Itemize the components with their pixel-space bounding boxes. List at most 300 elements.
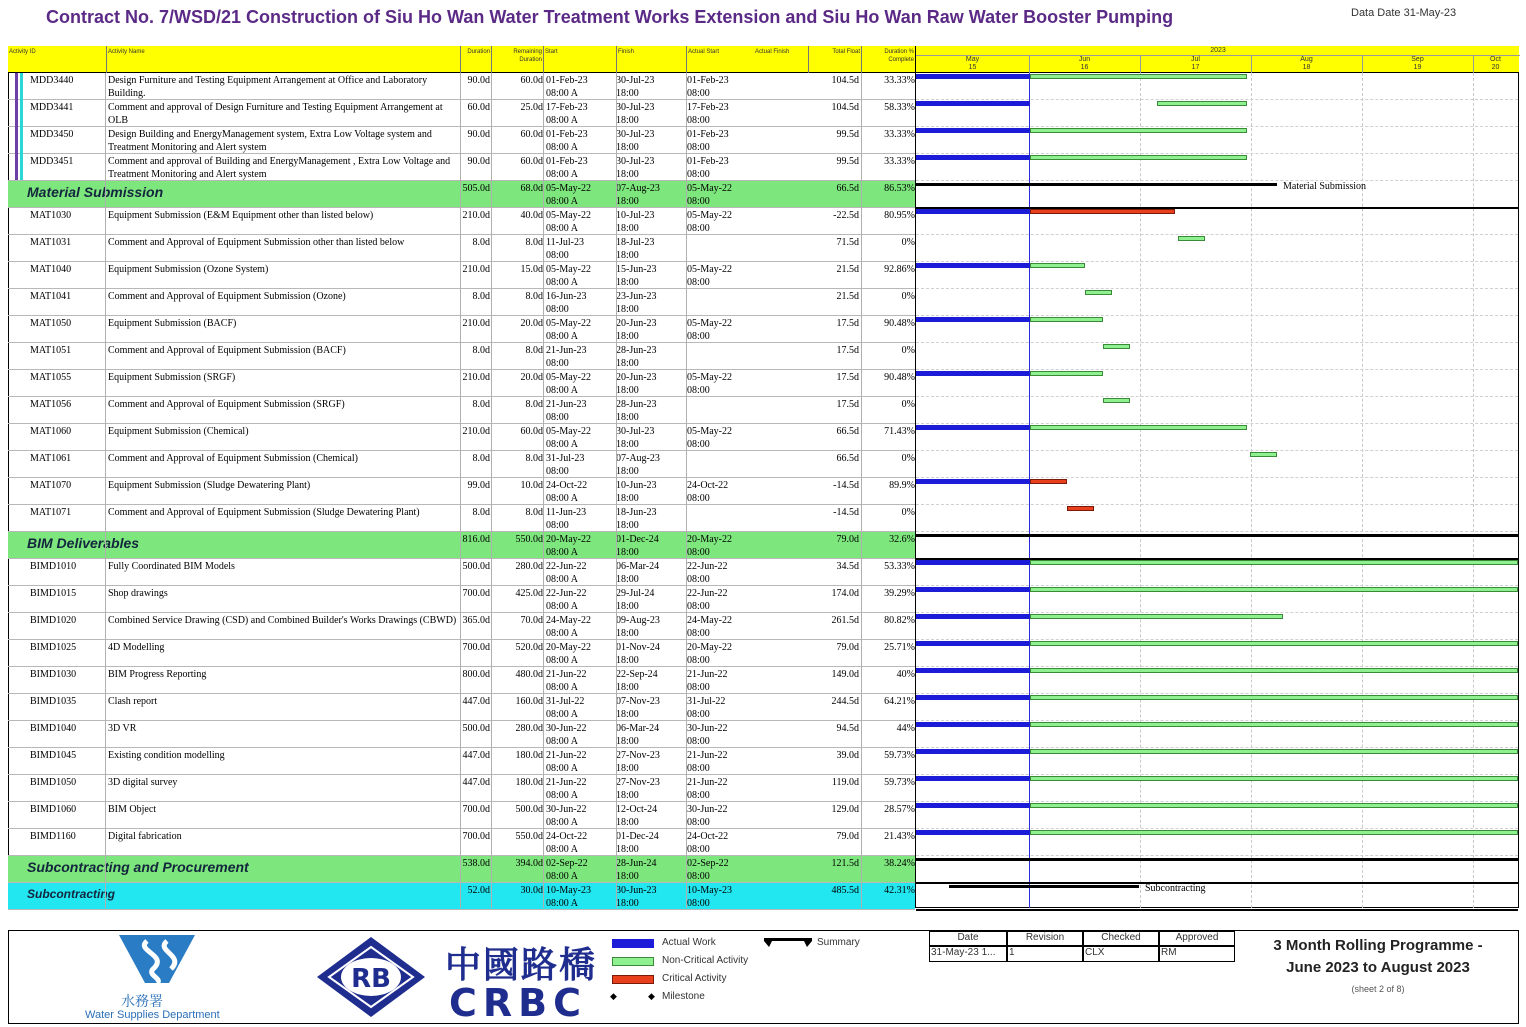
actual-start-day: 17-Feb-23 — [687, 102, 729, 113]
activity-id: BIMD1040 — [30, 723, 77, 734]
start-date-time: 08:00 — [546, 520, 569, 531]
finish-date — [616, 884, 686, 910]
legend-critical-swatch — [612, 975, 654, 984]
timeline-month: Jul — [1191, 56, 1200, 63]
table-row[interactable] — [8, 640, 915, 667]
start-date — [546, 506, 616, 532]
pct-complete: 0% — [901, 291, 915, 302]
col-remaining-line2: Duration — [519, 57, 542, 63]
noncritical-activity-bar[interactable] — [1103, 398, 1130, 403]
table-row[interactable] — [8, 73, 915, 100]
legend-milestone-icon: ◆ — [610, 991, 617, 1001]
actual-start-time: 08:00 — [687, 682, 710, 693]
start-date — [546, 722, 616, 748]
wbs-indent-bar-2 — [20, 73, 23, 180]
summary-bar[interactable] — [916, 183, 1277, 186]
critical-activity-bar[interactable] — [1030, 479, 1067, 484]
sheet-number: (sheet 2 of 8) — [1351, 984, 1405, 994]
actual-start-day: 01-Feb-23 — [687, 129, 729, 140]
gantt-row-separator — [916, 882, 1518, 884]
activity-id: MAT1071 — [30, 507, 72, 518]
actual-work-bar[interactable] — [916, 209, 1030, 214]
summary-row[interactable] — [8, 532, 915, 559]
finish-date-day: 30-Jun-23 — [616, 885, 657, 896]
start-date-time: 08:00 A — [546, 817, 578, 828]
timeline-month: May — [965, 56, 980, 63]
col-divider — [543, 73, 544, 908]
activity-id: BIMD1025 — [30, 642, 77, 653]
col-finish[interactable]: Finish — [616, 46, 686, 73]
remaining-duration: 20.0d — [520, 372, 543, 383]
total-float: 17.5d — [836, 318, 859, 329]
col-divider — [105, 73, 106, 908]
gantt-chart — [916, 73, 1518, 908]
timeline-week: 15 — [968, 64, 977, 71]
finish-date-day: 30-Jul-23 — [616, 75, 655, 86]
start-date-time: 08:00 A — [546, 115, 578, 126]
activity-name: Comment and Approval of Equipment Submission (Chemical) — [108, 453, 358, 464]
page-title: Contract No. 7/WSD/21 Construction of Siu Ho Wan Water Treatment Works Extension and Siu Ho Wan Raw Water Booster Pumping — [46, 7, 1174, 27]
table-row[interactable] — [8, 100, 915, 127]
remaining-duration: 68.0d — [520, 183, 543, 194]
noncritical-activity-bar[interactable] — [1030, 749, 1518, 754]
duration: 500.0d — [462, 723, 490, 734]
start-date-time: 08:00 — [546, 466, 569, 477]
activity-name: Existing condition modelling — [108, 750, 225, 761]
actual-start-day: 05-May-22 — [687, 372, 732, 383]
table-row[interactable] — [8, 802, 915, 829]
gantt-row-separator — [916, 720, 1518, 721]
gantt-row-separator — [916, 288, 1518, 289]
activity-id: BIMD1035 — [30, 696, 77, 707]
pct-complete: 0% — [901, 237, 915, 248]
start-date-time: 08:00 A — [546, 790, 578, 801]
activity-name: Equipment Submission (SRGF) — [108, 372, 236, 383]
noncritical-activity-bar[interactable] — [1103, 344, 1130, 349]
start-date-time: 08:00 A — [546, 196, 578, 207]
legend-summary-icon — [764, 937, 814, 949]
finish-date-time: 18:00 — [616, 358, 639, 369]
start-date — [546, 776, 616, 802]
activity-id: BIMD1020 — [30, 615, 77, 626]
activity-id: BIMD1050 — [30, 777, 77, 788]
activity-id: MAT1060 — [30, 426, 72, 437]
col-divider — [686, 73, 687, 908]
start-date — [546, 803, 616, 829]
total-float: 485.5d — [831, 885, 859, 896]
start-date — [546, 263, 616, 289]
start-date-day: 05-May-22 — [546, 372, 591, 383]
table-row[interactable] — [8, 262, 915, 289]
noncritical-activity-bar[interactable] — [1030, 695, 1518, 700]
start-date-time: 08:00 A — [546, 547, 578, 558]
noncritical-activity-bar[interactable] — [1030, 614, 1283, 619]
duration: 447.0d — [462, 696, 490, 707]
remaining-duration: 60.0d — [520, 75, 543, 86]
finish-date-day: 23-Jun-23 — [616, 291, 657, 302]
actual-start — [687, 182, 757, 208]
finish-date — [616, 722, 686, 748]
actual-work-bar[interactable] — [916, 425, 1030, 430]
duration: 8.0d — [472, 453, 490, 464]
finish-date-time: 18:00 — [616, 493, 639, 504]
noncritical-activity-bar[interactable] — [1030, 74, 1247, 79]
noncritical-activity-bar[interactable] — [1030, 317, 1103, 322]
actual-start-time: 08:00 — [687, 88, 710, 99]
start-date-day: 01-Feb-23 — [546, 129, 588, 140]
start-date-day: 20-May-22 — [546, 642, 591, 653]
col-total-float[interactable]: Total Float — [808, 46, 861, 73]
actual-start — [687, 155, 757, 181]
noncritical-activity-bar[interactable] — [1030, 803, 1518, 808]
gantt-row-separator — [916, 774, 1518, 775]
actual-work-bar[interactable] — [916, 128, 1030, 133]
pct-complete: 33.33% — [884, 129, 915, 140]
table-row[interactable] — [8, 343, 915, 370]
pct-complete: 0% — [901, 507, 915, 518]
finish-date — [616, 695, 686, 721]
finish-date — [616, 641, 686, 667]
actual-work-bar[interactable] — [916, 371, 1030, 376]
col-pct-line2: Complete — [888, 57, 914, 63]
noncritical-activity-bar[interactable] — [1030, 560, 1518, 565]
pct-complete: 39.29% — [884, 588, 915, 599]
start-date-day: 31-Jul-23 — [546, 453, 585, 464]
total-float: 244.5d — [831, 696, 859, 707]
finish-date-time: 18:00 — [616, 628, 639, 639]
actual-work-bar[interactable] — [916, 479, 1030, 484]
remaining-duration: 60.0d — [520, 156, 543, 167]
start-date-time: 08:00 — [546, 412, 569, 423]
col-actual-start[interactable]: Actual Start — [686, 46, 754, 73]
timeline-header — [915, 46, 1519, 73]
rb-logo-icon — [315, 935, 427, 1019]
legend-actual-label: Actual Work — [662, 937, 716, 948]
noncritical-activity-bar[interactable] — [1030, 263, 1085, 268]
finish-date-time: 18:00 — [616, 331, 639, 342]
finish-date-time: 18:00 — [616, 547, 639, 558]
total-float: 149.0d — [831, 669, 859, 680]
duration: 60.0d — [467, 102, 490, 113]
gantt-row-separator — [916, 423, 1518, 424]
table-row[interactable] — [8, 694, 915, 721]
actual-work-bar[interactable] — [916, 830, 1030, 835]
table-row[interactable] — [8, 829, 915, 856]
actual-start-time: 08:00 — [687, 196, 710, 207]
critical-activity-bar[interactable] — [1030, 209, 1175, 214]
pct-complete: 32.6% — [889, 534, 915, 545]
actual-start-day: 05-May-22 — [687, 210, 732, 221]
start-date-day: 02-Sep-22 — [546, 858, 588, 869]
table-row[interactable] — [8, 775, 915, 802]
actual-start-day: 22-Jun-22 — [687, 561, 728, 572]
legend-milestone-icon-2: ◆ — [648, 991, 655, 1001]
actual-work-bar[interactable] — [916, 722, 1030, 727]
start-date-day: 24-Oct-22 — [546, 480, 588, 491]
summary-row[interactable] — [8, 883, 915, 910]
finish-date — [616, 668, 686, 694]
finish-date-time: 18:00 — [616, 682, 639, 693]
table-row[interactable] — [8, 478, 915, 505]
finish-date-time: 18:00 — [616, 196, 639, 207]
summary-bar[interactable] — [916, 534, 1518, 537]
activity-id: MDD3440 — [30, 75, 74, 86]
summary-row[interactable] — [8, 856, 915, 883]
actual-work-bar[interactable] — [916, 695, 1030, 700]
actual-start — [687, 101, 757, 127]
table-row[interactable] — [8, 613, 915, 640]
finish-date-day: 09-Aug-23 — [616, 615, 660, 626]
gantt-gridline — [1473, 73, 1474, 908]
noncritical-activity-bar[interactable] — [1030, 587, 1518, 592]
start-date — [546, 209, 616, 235]
actual-start-day: 10-May-23 — [687, 885, 732, 896]
finish-date-day: 10-Jun-23 — [616, 480, 657, 491]
table-row[interactable] — [8, 154, 915, 181]
start-date-day: 01-Feb-23 — [546, 156, 588, 167]
finish-date — [616, 128, 686, 154]
activity-id: MDD3441 — [30, 102, 74, 113]
finish-date — [616, 776, 686, 802]
gantt-row-separator — [916, 828, 1518, 829]
total-float: 17.5d — [836, 399, 859, 410]
col-pct-complete[interactable] — [861, 46, 915, 73]
duration: 90.0d — [467, 129, 490, 140]
finish-date-time: 18:00 — [616, 871, 639, 882]
actual-work-bar[interactable] — [916, 155, 1030, 160]
total-float: 119.0d — [831, 777, 859, 788]
table-row[interactable] — [8, 127, 915, 154]
table-row[interactable] — [8, 586, 915, 613]
wbs-name: Subcontracting — [27, 887, 116, 901]
finish-date-day: 30-Jul-23 — [616, 426, 655, 437]
wbs-name: Subcontracting and Procurement — [27, 859, 249, 875]
start-date-day: 30-Jun-22 — [546, 723, 587, 734]
revision-header: Checked — [1083, 931, 1159, 946]
legend-noncritical-label: Non-Critical Activity — [662, 955, 749, 966]
activity-id: BIMD1045 — [30, 750, 77, 761]
summary-bar[interactable] — [949, 885, 1139, 888]
pct-complete: 21.43% — [884, 831, 915, 842]
total-float: 79.0d — [836, 534, 859, 545]
table-row[interactable] — [8, 370, 915, 397]
noncritical-activity-bar[interactable] — [1030, 128, 1247, 133]
actual-start — [687, 830, 757, 856]
noncritical-activity-bar[interactable] — [1030, 425, 1247, 430]
pct-complete: 80.95% — [884, 210, 915, 221]
wbs-name: Material Submission — [27, 184, 164, 200]
total-float: 261.5d — [831, 615, 859, 626]
col-start[interactable]: Start — [543, 46, 616, 73]
start-date — [546, 371, 616, 397]
table-row[interactable] — [8, 559, 915, 586]
finish-date — [616, 587, 686, 613]
summary-bar-label: Subcontracting — [1145, 883, 1206, 894]
start-date-time: 08:00 A — [546, 601, 578, 612]
finish-date — [616, 614, 686, 640]
finish-date-time: 18:00 — [616, 655, 639, 666]
actual-work-bar[interactable] — [916, 560, 1030, 565]
data-date: Data Date 31-May-23 — [1351, 7, 1457, 19]
finish-date — [616, 371, 686, 397]
pct-complete: 89.9% — [889, 480, 915, 491]
timeline-month: Jun — [1078, 56, 1091, 63]
start-date-time: 08:00 A — [546, 493, 578, 504]
remaining-duration: 8.0d — [525, 345, 543, 356]
finish-date-time: 18:00 — [616, 736, 639, 747]
start-date-day: 05-May-22 — [546, 426, 591, 437]
summary-row[interactable] — [8, 181, 915, 208]
actual-work-bar[interactable] — [916, 74, 1030, 79]
start-date-time: 08:00 A — [546, 763, 578, 774]
actual-start-day: 24-Oct-22 — [687, 831, 729, 842]
activity-name: 3D VR — [108, 723, 137, 734]
activity-name: Combined Service Drawing (CSD) and Combined Builder's Works Drawings (CBWD) — [108, 615, 457, 626]
total-float: -22.5d — [833, 210, 859, 221]
noncritical-activity-bar[interactable] — [1030, 155, 1247, 160]
actual-start-time: 08:00 — [687, 277, 710, 288]
start-date — [546, 344, 616, 370]
gantt-row-separator — [916, 666, 1518, 667]
activity-id: MAT1040 — [30, 264, 72, 275]
col-actual-finish[interactable]: Actual Finish — [755, 49, 790, 55]
timeline-week: 16 — [1080, 64, 1089, 71]
duration: 700.0d — [462, 831, 490, 842]
remaining-duration: 30.0d — [520, 885, 543, 896]
finish-date-time: 18:00 — [616, 385, 639, 396]
noncritical-activity-bar[interactable] — [1085, 290, 1112, 295]
actual-work-bar[interactable] — [916, 668, 1030, 673]
timeline-month: Sep — [1411, 56, 1424, 63]
legend-noncritical-swatch — [612, 957, 654, 966]
noncritical-activity-bar[interactable] — [1030, 830, 1518, 835]
actual-work-bar[interactable] — [916, 803, 1030, 808]
noncritical-activity-bar[interactable] — [1250, 452, 1277, 457]
remaining-duration: 480.0d — [515, 669, 543, 680]
finish-date-day: 20-Jun-23 — [616, 318, 657, 329]
table-row[interactable] — [8, 748, 915, 775]
pct-complete: 40% — [896, 669, 915, 680]
noncritical-activity-bar[interactable] — [1030, 668, 1518, 673]
start-date — [546, 614, 616, 640]
start-date-day: 21-Jun-22 — [546, 750, 587, 761]
start-date — [546, 155, 616, 181]
activity-id: MAT1041 — [30, 291, 72, 302]
table-row[interactable] — [8, 424, 915, 451]
table-row[interactable] — [8, 235, 915, 262]
total-float: 71.5d — [836, 237, 859, 248]
actual-work-bar[interactable] — [916, 101, 1030, 106]
noncritical-activity-bar[interactable] — [1030, 641, 1518, 646]
wsd-chinese-name: 水務署 — [121, 994, 163, 1010]
actual-work-bar[interactable] — [916, 317, 1030, 322]
finish-date-day: 18-Jun-23 — [616, 507, 657, 518]
finish-date-day: 27-Nov-23 — [616, 750, 660, 761]
pct-complete: 90.48% — [884, 372, 915, 383]
actual-work-bar[interactable] — [916, 776, 1030, 781]
col-remaining[interactable] — [491, 46, 543, 73]
finish-date — [616, 830, 686, 856]
pct-complete: 71.43% — [884, 426, 915, 437]
table-row[interactable] — [8, 316, 915, 343]
finish-date-time: 18:00 — [616, 142, 639, 153]
total-float: 17.5d — [836, 345, 859, 356]
actual-start-time: 08:00 — [687, 844, 710, 855]
pct-complete: 86.53% — [884, 183, 915, 194]
actual-work-bar[interactable] — [916, 749, 1030, 754]
finish-date — [616, 533, 686, 559]
revision-value: CLX — [1083, 946, 1159, 962]
duration: 447.0d — [462, 777, 490, 788]
pct-complete: 25.71% — [884, 642, 915, 653]
actual-start-day: 05-May-22 — [687, 183, 732, 194]
noncritical-activity-bar[interactable] — [1178, 236, 1205, 241]
noncritical-activity-bar[interactable] — [1030, 776, 1518, 781]
actual-start — [687, 263, 757, 289]
finish-date-day: 22-Sep-24 — [616, 669, 658, 680]
col-duration[interactable]: Duration — [460, 46, 491, 73]
start-date-time: 08:00 A — [546, 709, 578, 720]
pct-complete: 59.73% — [884, 777, 915, 788]
actual-work-bar[interactable] — [916, 641, 1030, 646]
col-activity-id[interactable]: Activity ID — [9, 49, 36, 55]
table-row[interactable] — [8, 505, 915, 532]
actual-work-bar[interactable] — [916, 614, 1030, 619]
start-date — [546, 830, 616, 856]
noncritical-activity-bar[interactable] — [1157, 101, 1247, 106]
table-row[interactable] — [8, 451, 915, 478]
table-row[interactable] — [8, 667, 915, 694]
actual-work-bar[interactable] — [916, 587, 1030, 592]
remaining-duration: 15.0d — [520, 264, 543, 275]
col-pct-line1: Duration % — [884, 49, 914, 55]
table-row[interactable] — [8, 721, 915, 748]
noncritical-activity-bar[interactable] — [1030, 371, 1103, 376]
start-date-day: 10-May-23 — [546, 885, 591, 896]
activity-name: Digital fabrication — [108, 831, 182, 842]
start-date-time: 08:00 A — [546, 682, 578, 693]
start-date-time: 08:00 A — [546, 142, 578, 153]
critical-activity-bar[interactable] — [1067, 506, 1094, 511]
table-row[interactable] — [8, 208, 915, 235]
actual-start-time: 08:00 — [687, 331, 710, 342]
noncritical-activity-bar[interactable] — [1030, 722, 1518, 727]
actual-work-bar[interactable] — [916, 263, 1030, 268]
table-row[interactable] — [8, 397, 915, 424]
col-divider — [616, 73, 617, 908]
activity-name: Design Furniture and Testing Equipment Arrangement at Office and Laboratory Building. — [108, 75, 428, 99]
start-date-time: 08:00 A — [546, 574, 578, 585]
summary-bar[interactable] — [916, 858, 1518, 861]
start-date-day: 01-Feb-23 — [546, 75, 588, 86]
wbs-indent-bar — [15, 73, 18, 180]
start-date — [546, 236, 616, 262]
col-activity-name[interactable]: Activity Name — [106, 46, 460, 73]
actual-start-day: 31-Jul-22 — [687, 696, 726, 707]
pct-complete: 59.73% — [884, 750, 915, 761]
table-row[interactable] — [8, 289, 915, 316]
start-date-day: 21-Jun-22 — [546, 777, 587, 788]
gantt-row-separator — [916, 531, 1518, 532]
finish-date-day: 29-Jul-24 — [616, 588, 655, 599]
finish-date-time: 18:00 — [616, 223, 639, 234]
duration: 505.0d — [462, 183, 490, 194]
start-date-day: 21-Jun-22 — [546, 669, 587, 680]
activity-name: BIM Progress Reporting — [108, 669, 207, 680]
data-date-line — [1029, 73, 1030, 908]
pct-complete: 33.33% — [884, 156, 915, 167]
gantt-row-separator — [916, 126, 1518, 127]
